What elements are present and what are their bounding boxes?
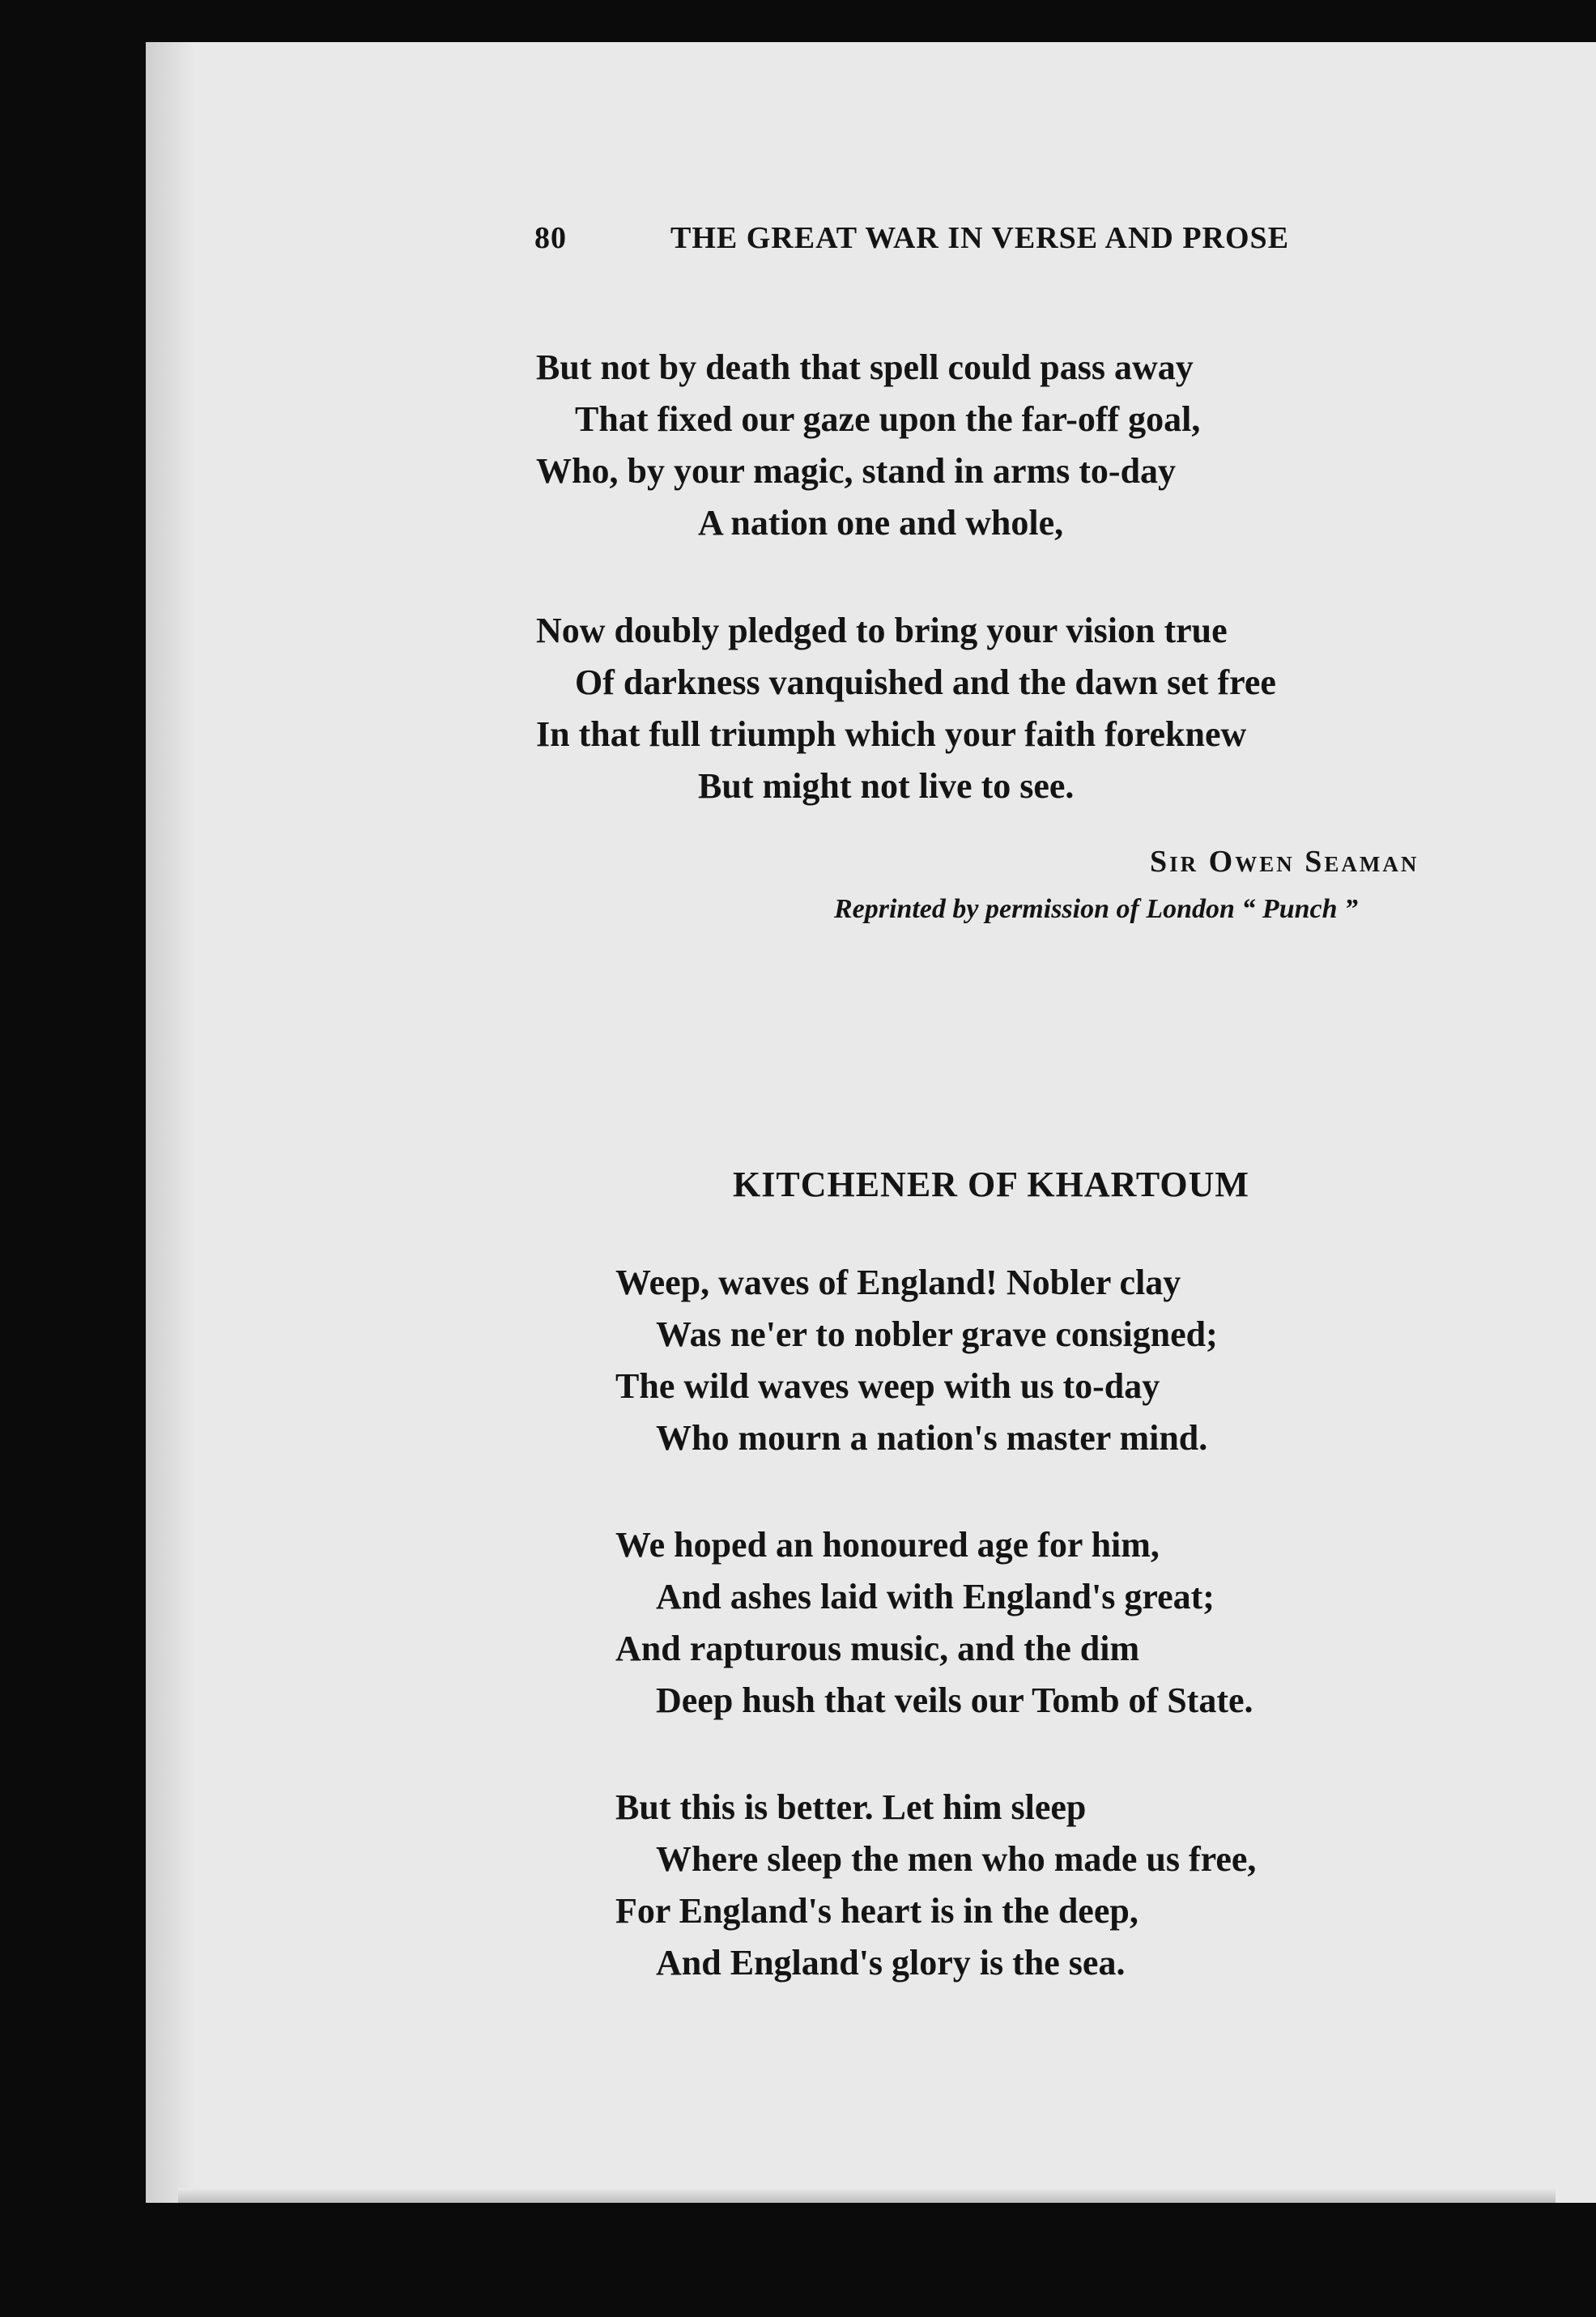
poem2-title: KITCHENER OF KHARTOUM <box>733 1165 1249 1204</box>
verse-line: Who mourn a nation's master mind. <box>656 1418 1208 1458</box>
page-binding-shadow <box>146 42 194 2203</box>
poem1-author: Sir Owen Seaman <box>1150 845 1419 879</box>
verse-line: But might not live to see. <box>698 766 1075 806</box>
verse-line: Was ne'er to nobler grave consigned; <box>656 1314 1218 1354</box>
page-header <box>534 220 1441 269</box>
verse-line: And rapturous music, and the dim <box>615 1629 1140 1668</box>
running-head: THE GREAT WAR IN VERSE AND PROSE <box>670 221 1290 255</box>
verse-line: Of darkness vanquished and the dawn set free <box>575 662 1276 702</box>
verse-line: For England's heart is in the deep, <box>615 1891 1138 1931</box>
verse-line: Who, by your magic, stand in arms to-day <box>536 451 1177 491</box>
verse-line: But not by death that spell could pass away <box>536 347 1194 387</box>
poem2-stanza-2 <box>615 1519 1253 1727</box>
page-bottom-edge <box>178 2188 1556 2203</box>
verse-line: And ashes laid with England's great; <box>656 1577 1215 1616</box>
verse-line: Weep, waves of England! Nobler clay <box>615 1263 1181 1302</box>
verse-line: In that full triumph which your faith foreknew <box>536 714 1247 754</box>
verse-line: That fixed our gaze upon the far-off goal, <box>575 399 1201 439</box>
poem2-stanza-3 <box>615 1782 1256 1989</box>
book-page <box>146 42 1596 2203</box>
verse-line: Deep hush that veils our Tomb of State. <box>656 1680 1253 1720</box>
verse-line: Where sleep the men who made us free, <box>656 1839 1257 1879</box>
verse-line: Now doubly pledged to bring your vision true <box>536 611 1228 650</box>
verse-line: The wild waves weep with us to-day <box>615 1366 1160 1406</box>
verse-line: But this is better. Let him sleep <box>615 1787 1087 1827</box>
verse-line: A nation one and whole, <box>698 503 1064 543</box>
poem1-stanza-1 <box>536 342 1200 549</box>
page-number: 80 <box>534 221 567 255</box>
verse-line: And England's glory is the sea. <box>656 1943 1126 1983</box>
poem1-credit: Reprinted by permission of London “ Punch ” <box>834 894 1359 924</box>
poem2-stanza-1 <box>615 1257 1218 1464</box>
poem1-stanza-2 <box>536 605 1276 812</box>
verse-line: We hoped an honoured age for him, <box>615 1525 1160 1565</box>
